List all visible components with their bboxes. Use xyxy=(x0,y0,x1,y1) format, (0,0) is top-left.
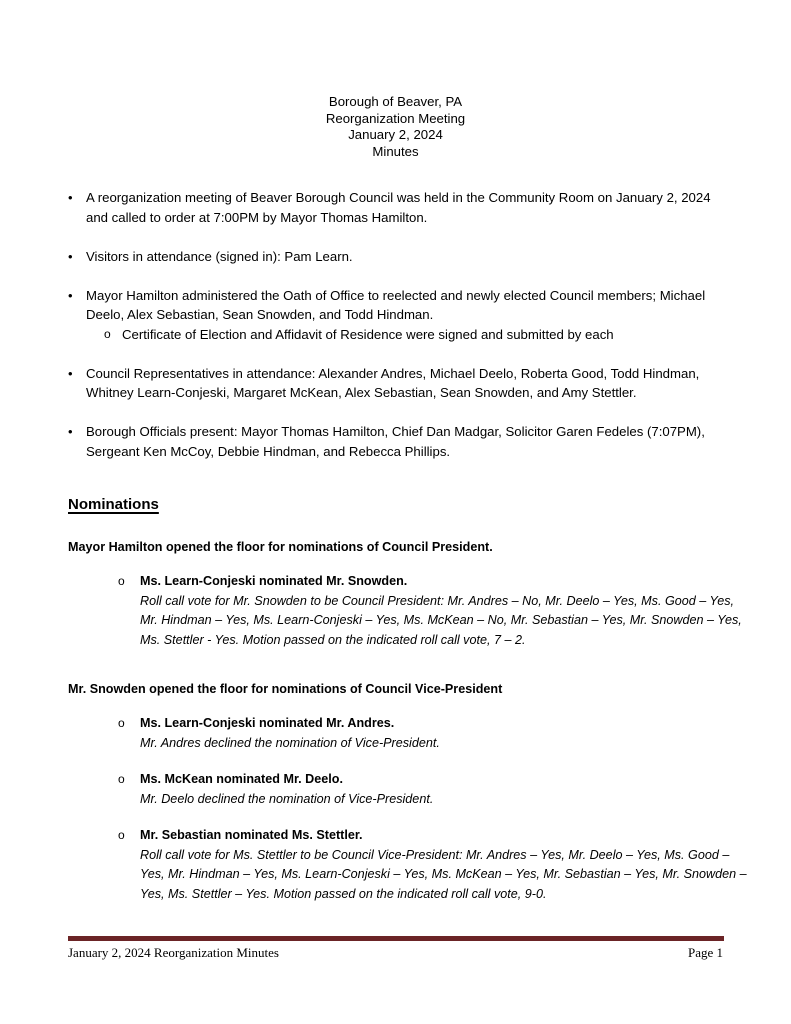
bullet-text: Borough Officials present: Mayor Thomas Hamilton, Chief Dan Madgar, Solicitor Garen Fedeles (7:07PM), Sergeant Ken McCoy, Debbie Hindman, and Rebecca Phillips. xyxy=(86,424,705,459)
header-minutes: Minutes xyxy=(372,143,419,159)
vice-president-nomination-intro: Mr. Snowden opened the floor for nominations of Council Vice-President xyxy=(68,682,503,696)
bullet-icon: • xyxy=(68,190,73,205)
nomination-item xyxy=(118,826,750,904)
bullet-call-to-order xyxy=(68,188,728,227)
header-meeting-type: Reorganization Meeting xyxy=(325,110,466,126)
nomination-detail: Mr. Andres declined the nomination of Vice-President. xyxy=(140,735,440,750)
bullet-text: A reorganization meeting of Beaver Borough Council was held in the Community Room on January 2, 2024 and called to order at 7:00PM by Mayor Thomas Hamilton. xyxy=(86,190,711,225)
intro-bullet-list xyxy=(68,188,728,481)
sub-bullet-icon: o xyxy=(118,716,125,730)
header-borough: Borough of Beaver, PA xyxy=(328,94,463,109)
document-header xyxy=(0,94,791,160)
header-date: January 2, 2024 xyxy=(348,127,443,142)
section-title-nominations: Nominations xyxy=(68,496,159,513)
nomination-item xyxy=(118,714,750,753)
nomination-item xyxy=(118,572,750,650)
president-nomination-intro: Mayor Hamilton opened the floor for nominations of Council President. xyxy=(68,540,493,554)
sub-bullet-icon: o xyxy=(118,772,125,786)
bullet-oath-of-office xyxy=(68,286,728,345)
bullet-visitors xyxy=(68,247,728,267)
sub-bullet-certificate xyxy=(68,325,728,345)
sub-bullet-text: Certificate of Election and Affidavit of Residence were signed and submitted by each xyxy=(122,326,614,342)
nomination-title: Mr. Sebastian nominated Ms. Stettler. xyxy=(140,828,363,842)
footer-page-number: Page 1 xyxy=(687,945,723,960)
bullet-icon: • xyxy=(68,424,73,439)
bullet-council-attendance xyxy=(68,364,728,403)
sub-bullet-icon: o xyxy=(118,574,125,588)
bullet-officials-present xyxy=(68,422,728,461)
footer-divider xyxy=(68,936,724,941)
bullet-icon: • xyxy=(68,287,73,303)
bullet-text: Mayor Hamilton administered the Oath of Office to reelected and newly elected Council members; Michael Deelo, Alex Sebastian, Sean Snowden, and Todd Hindman. xyxy=(86,287,706,322)
footer-document-title: January 2, 2024 Reorganization Minutes xyxy=(68,945,279,960)
sub-bullet-icon: o xyxy=(118,828,125,842)
nomination-detail: Roll call vote for Ms. Stettler to be Council Vice-President: Mr. Andres – Yes, Mr. Deelo – Yes, Ms. Good – Yes, Mr. Hindman – Yes, Ms. Learn-Conjeski – Yes, Ms. McKean – Yes, Mr. Sebastian – Yes, Mr. Snowden – Yes, Ms. Stettler – Yes. Motion passed on the indicated roll call vote, 9-0. xyxy=(140,847,747,901)
nomination-title: Ms. McKean nominated Mr. Deelo. xyxy=(140,772,343,786)
nomination-item xyxy=(118,770,750,809)
nomination-detail: Roll call vote for Mr. Snowden to be Council President: Mr. Andres – No, Mr. Deelo – Yes, Ms. Good – Yes, Mr. Hindman – Yes, Ms. Learn-Conjeski – Yes, Ms. McKean – No, Mr. Sebastian – Yes, Mr. Snowden – Yes, Ms. Stettler - Yes. Motion passed on the indicated roll call vote, 7 – 2. xyxy=(140,593,742,647)
bullet-text: Visitors in attendance (signed in): Pam Learn. xyxy=(86,248,353,264)
nomination-title: Ms. Learn-Conjeski nominated Mr. Andres. xyxy=(140,716,395,730)
nomination-detail: Mr. Deelo declined the nomination of Vice-President. xyxy=(140,791,434,806)
bullet-icon: • xyxy=(68,248,73,264)
sub-bullet-icon: o xyxy=(104,326,111,341)
bullet-icon: • xyxy=(68,365,73,381)
bullet-text: Council Representatives in attendance: Alexander Andres, Michael Deelo, Roberta Good, Todd Hindman, Whitney Learn-Conjeski, Margaret McKean, Alex Sebastian, Sean Snowden, and Amy Stettler. xyxy=(86,365,700,400)
nomination-title: Ms. Learn-Conjeski nominated Mr. Snowden. xyxy=(140,574,408,588)
